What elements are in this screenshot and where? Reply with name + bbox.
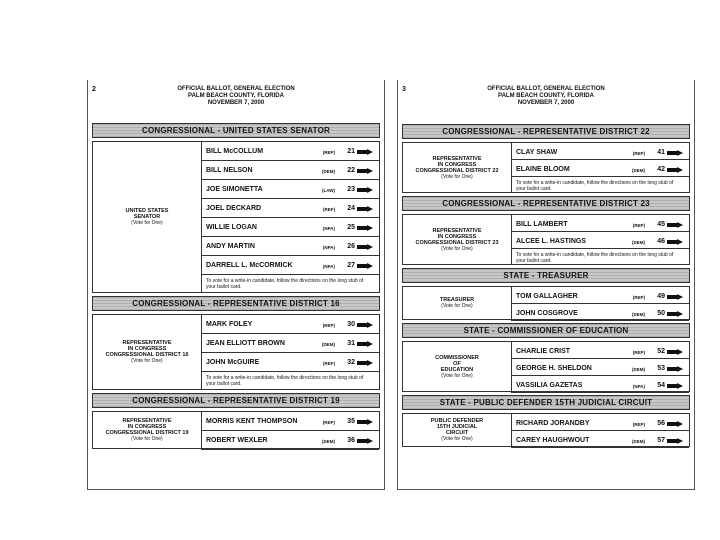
race-label	[93, 412, 202, 448]
candidate-row[interactable]	[201, 412, 379, 431]
race-label-line: CONGRESSIONAL DISTRICT 22	[415, 167, 499, 174]
race-band-header: CONGRESSIONAL - REPRESENTATIVE DISTRICT 22	[402, 124, 690, 139]
punch-arrow-icon[interactable]	[357, 341, 373, 347]
candidate-row[interactable]	[201, 142, 379, 161]
race-band-header: STATE - TREASURER	[402, 268, 690, 283]
candidate-name: TOM GALLAGHER	[516, 293, 578, 300]
race-label-line: OF	[453, 360, 461, 367]
ballot-number: 50	[657, 310, 665, 317]
candidate-name: BILL NELSON	[206, 167, 253, 174]
race-band-header: CONGRESSIONAL - REPRESENTATIVE DISTRICT 16	[92, 296, 380, 311]
candidate-row[interactable]	[201, 353, 379, 372]
candidate-name: MARK FOLEY	[206, 321, 253, 328]
candidate-row[interactable]	[511, 232, 689, 249]
ballot-number: 22	[347, 167, 355, 174]
candidate-name: DARRELL L. McCORMICK	[206, 262, 293, 269]
party-label: (LAW)	[322, 188, 335, 193]
race-band-header: CONGRESSIONAL - UNITED STATES SENATOR	[92, 123, 380, 138]
punch-arrow-icon[interactable]	[357, 149, 373, 155]
vote-for-note: (Vote for One)	[441, 372, 473, 379]
page-number: 2	[92, 86, 96, 93]
race-box	[402, 413, 690, 447]
race-label-line: REPRESENTATIVE	[432, 155, 482, 162]
party-label: (REP)	[632, 151, 645, 156]
candidate-row[interactable]	[201, 161, 379, 180]
candidate-name: ROBERT WEXLER	[206, 437, 268, 444]
race-box	[402, 286, 690, 320]
race-label-line: REPRESENTATIVE	[122, 340, 172, 346]
candidate-row[interactable]	[511, 376, 689, 393]
candidate-list	[511, 414, 689, 446]
race-label-line: 15TH JUDICIAL	[436, 424, 478, 430]
ballot-header	[398, 80, 694, 107]
ballot-number: 35	[347, 418, 355, 425]
race-box	[402, 341, 690, 392]
party-label: (REP)	[322, 323, 335, 328]
candidate-name: BILL McCOLLUM	[206, 148, 264, 155]
ballot-number: 57	[657, 437, 665, 444]
race-label-line: UNITED STATES	[125, 208, 169, 214]
candidate-row[interactable]	[511, 304, 689, 321]
candidate-row[interactable]	[201, 256, 379, 275]
ballot-number: 31	[347, 340, 355, 347]
header-line: NOVEMBER 7, 2000	[207, 100, 265, 106]
party-label: (DEM)	[632, 240, 645, 245]
candidate-row[interactable]	[201, 431, 379, 450]
candidate-name: JOHN COSGROVE	[516, 310, 578, 317]
candidate-name: WILLIE LOGAN	[206, 224, 257, 231]
party-label: (DEM)	[322, 169, 335, 174]
punch-arrow-icon[interactable]	[667, 366, 683, 372]
vote-for-note: (Vote for One)	[441, 303, 473, 309]
punch-arrow-icon[interactable]	[357, 168, 373, 174]
candidate-row[interactable]	[511, 215, 689, 232]
candidate-list	[201, 412, 379, 448]
party-label: (REF)	[323, 361, 335, 366]
candidate-name: RICHARD JORANDBY	[516, 420, 590, 427]
ballot-page-right	[397, 80, 695, 490]
vote-for-note: (Vote for One)	[441, 436, 473, 442]
ballot-number: 42	[657, 166, 665, 173]
candidate-row[interactable]	[201, 180, 379, 199]
ballot-number: 26	[347, 243, 355, 250]
candidate-name: JOEL DECKARD	[206, 205, 262, 212]
punch-arrow-icon[interactable]	[667, 222, 683, 228]
race-label-line: CONGRESSIONAL DISTRICT 19	[105, 430, 189, 436]
race-band-header: STATE - PUBLIC DEFENDER 15TH JUDICIAL CIRCUIT	[402, 395, 690, 410]
party-label: (NPA)	[632, 384, 645, 389]
candidate-row[interactable]	[511, 287, 689, 304]
candidate-name: CLAY SHAW	[516, 149, 558, 156]
race-label	[403, 287, 512, 319]
party-label: (REF)	[323, 207, 335, 212]
vote-for-note: (Vote for One)	[131, 358, 163, 364]
race-label-line: IN CONGRESS	[437, 161, 477, 168]
punch-arrow-icon[interactable]	[667, 167, 683, 173]
candidate-name: JEAN ELLIOTT BROWN	[206, 340, 285, 347]
punch-arrow-icon[interactable]	[357, 322, 373, 328]
header-line: OFFICIAL BALLOT, GENERAL ELECTION	[177, 86, 295, 92]
ballot-number: 41	[657, 149, 665, 156]
candidate-row[interactable]	[201, 237, 379, 256]
ballot-number: 36	[347, 437, 355, 444]
party-label: (DEM)	[322, 439, 335, 444]
punch-arrow-icon[interactable]	[667, 421, 683, 427]
ballot-number: 45	[657, 221, 665, 228]
punch-arrow-icon[interactable]	[357, 263, 373, 269]
race-label	[93, 315, 202, 389]
race-label-line: PUBLIC DEFENDER	[430, 418, 484, 424]
candidate-row[interactable]	[201, 315, 379, 334]
race-label	[93, 142, 202, 292]
punch-arrow-icon[interactable]	[357, 206, 373, 212]
candidate-row[interactable]	[511, 342, 689, 359]
ballot-number: 21	[347, 148, 355, 155]
race-label-line: COMMISSIONER	[435, 354, 479, 361]
race-label-line: REPRESENTATIVE	[432, 227, 482, 234]
candidate-name: CAREY HAUGHWOUT	[516, 437, 590, 444]
write-in-instructions: To vote for a write-in candidate, follow the directions on the long stub of your ballot card.	[206, 278, 364, 290]
party-label: (REP)	[632, 350, 645, 355]
candidate-name: ELAINE BLOOM	[516, 166, 570, 173]
vote-for-note: (Vote for One)	[131, 436, 163, 442]
candidate-list	[511, 342, 689, 391]
ballot-number: 27	[347, 262, 355, 269]
race-label	[403, 143, 512, 192]
candidate-list	[511, 287, 689, 319]
ballot-number: 32	[347, 359, 355, 366]
ballot-number: 52	[657, 348, 665, 355]
candidate-name: JOE SIMONETTA	[206, 186, 263, 193]
punch-arrow-icon[interactable]	[667, 438, 683, 444]
candidate-name: ANDY MARTIN	[206, 243, 255, 250]
header-line: NOVEMBER 7, 2000	[517, 100, 575, 106]
header-line: PALM BEACH COUNTY, FLORIDA	[498, 93, 594, 99]
party-label: (DEM)	[632, 439, 645, 444]
punch-arrow-icon[interactable]	[357, 225, 373, 231]
candidate-list	[511, 143, 689, 192]
candidate-list	[201, 315, 379, 389]
candidate-name: VASSILIA GAZETAS	[516, 382, 583, 389]
race-band-header: CONGRESSIONAL - REPRESENTATIVE DISTRICT 23	[402, 196, 690, 211]
race-box	[92, 141, 380, 293]
party-label: (NPA)	[322, 264, 335, 269]
party-label: (NPA)	[322, 226, 335, 231]
header-line: OFFICIAL BALLOT, GENERAL ELECTION	[487, 86, 605, 92]
party-label: (REP)	[322, 150, 335, 155]
race-label	[403, 342, 512, 391]
punch-arrow-icon[interactable]	[357, 244, 373, 250]
punch-arrow-icon[interactable]	[667, 150, 683, 156]
punch-arrow-icon[interactable]	[667, 383, 683, 389]
party-label: (REP)	[632, 223, 645, 228]
ballot-number: 54	[657, 382, 665, 389]
candidate-name: CHARLIE CRIST	[516, 348, 571, 355]
punch-arrow-icon[interactable]	[667, 349, 683, 355]
ballot-header	[88, 80, 384, 107]
candidate-row[interactable]	[511, 431, 689, 448]
ballot-number: 49	[657, 293, 665, 300]
punch-arrow-icon[interactable]	[667, 294, 683, 300]
candidate-row[interactable]	[511, 143, 689, 160]
ballot-number: 25	[347, 224, 355, 231]
race-label-line: REPRESENTATIVE	[122, 418, 172, 424]
race-label-line: IN CONGRESS	[437, 233, 477, 240]
race-label-line: CIRCUIT	[445, 430, 469, 436]
race-box	[402, 214, 690, 265]
vote-for-note: (Vote for One)	[131, 220, 163, 226]
vote-for-note: (Vote for One)	[441, 173, 473, 180]
race-label-line: CONGRESSIONAL DISTRICT 16	[105, 352, 189, 358]
party-label: (DEM)	[632, 168, 645, 173]
vote-for-note: (Vote for One)	[441, 245, 473, 252]
party-label: (REP)	[632, 422, 645, 427]
candidate-name: MORRIS KENT THOMPSON	[206, 418, 298, 425]
party-label: (DEM)	[632, 367, 645, 372]
punch-arrow-icon[interactable]	[357, 419, 373, 425]
write-in-instructions: To vote for a write-in candidate, follow the directions on the long stub of your ballot card.	[516, 252, 674, 264]
race-label-line: TREASURER	[439, 297, 475, 303]
write-in-instructions: To vote for a write-in candidate, follow the directions on the long stub of your ballot card.	[516, 180, 674, 192]
candidate-name: GEORGE H. SHELDON	[516, 365, 592, 372]
race-label-line: EDUCATION	[440, 366, 474, 373]
punch-arrow-icon[interactable]	[357, 438, 373, 444]
race-box	[92, 314, 380, 390]
party-label: (NPA)	[322, 245, 335, 250]
punch-arrow-icon[interactable]	[357, 360, 373, 366]
candidate-row[interactable]	[511, 414, 689, 431]
ballot-number: 56	[657, 420, 665, 427]
party-label: (DEM)	[322, 342, 335, 347]
race-band-header: STATE - COMMISSIONER OF EDUCATION	[402, 323, 690, 338]
party-label: (REP)	[632, 295, 645, 300]
punch-arrow-icon[interactable]	[357, 187, 373, 193]
party-label: (REP)	[322, 420, 335, 425]
candidate-name: ALCEE L. HASTINGS	[516, 238, 587, 245]
candidate-name: BILL LAMBERT	[516, 221, 568, 228]
race-box	[402, 142, 690, 193]
race-label	[403, 414, 512, 446]
race-label-line: IN CONGRESS	[127, 346, 167, 352]
race-label-line: SENATOR	[133, 214, 161, 220]
punch-arrow-icon[interactable]	[667, 239, 683, 245]
candidate-row[interactable]	[201, 199, 379, 218]
punch-arrow-icon[interactable]	[667, 311, 683, 317]
ballot-number: 46	[657, 238, 665, 245]
candidate-list	[511, 215, 689, 264]
ballot-page-left	[87, 80, 385, 490]
party-label: (DEM)	[632, 312, 645, 317]
write-in-instructions: To vote for a write-in candidate, follow the directions on the long stub of your ballot card.	[206, 375, 364, 387]
candidate-row[interactable]	[511, 160, 689, 177]
ballot-number: 53	[657, 365, 665, 372]
ballot-number: 24	[347, 205, 355, 212]
candidate-row[interactable]	[201, 218, 379, 237]
candidate-row[interactable]	[511, 359, 689, 376]
ballot-number: 23	[347, 186, 355, 193]
header-line: PALM BEACH COUNTY, FLORIDA	[188, 93, 284, 99]
race-label	[403, 215, 512, 264]
race-label-line: CONGRESSIONAL DISTRICT 23	[415, 239, 499, 246]
race-label-line: IN CONGRESS	[127, 424, 167, 430]
race-band-header: CONGRESSIONAL - REPRESENTATIVE DISTRICT 19	[92, 393, 380, 408]
page-number: 3	[402, 86, 406, 93]
race-box	[92, 411, 380, 449]
candidate-name: JOHN McGUIRE	[206, 359, 260, 366]
candidate-list	[201, 142, 379, 292]
candidate-row[interactable]	[201, 334, 379, 353]
ballot-number: 30	[347, 321, 355, 328]
